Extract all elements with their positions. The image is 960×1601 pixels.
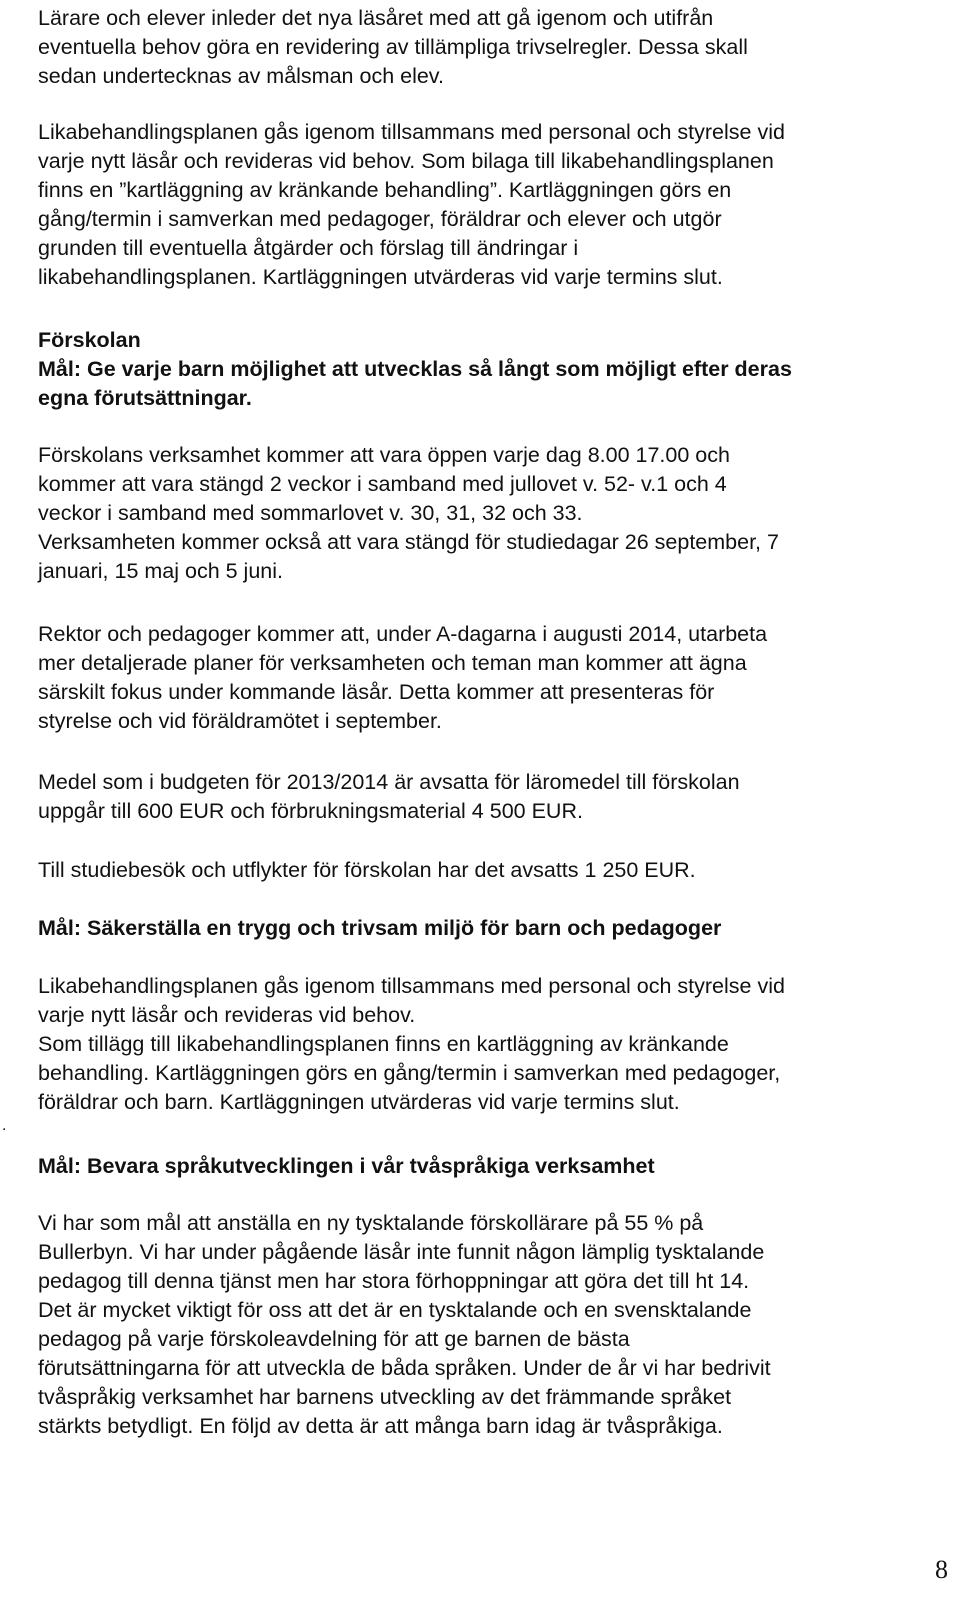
text-line: särskilt fokus under kommande läsår. Detta kommer att presenteras för [38, 680, 715, 704]
text-line: Rektor och pedagoger kommer att, under A-dagarna i augusti 2014, utarbeta [38, 622, 768, 646]
text-line: varje nytt läsår och revideras vid behov. [38, 1003, 416, 1027]
heading-goal-line: egna förutsättningar. [38, 386, 252, 410]
text-line: Likabehandlingsplanen gås igenom tillsammans med personal och styrelse vid [38, 120, 785, 144]
paragraph-trivselregler [38, 4, 943, 91]
paragraph-studiebesok [38, 856, 943, 885]
heading-goal-line: Mål: Bevara språkutvecklingen i vår tvåspråkiga verksamhet [38, 1154, 655, 1178]
section-heading-forskolan [38, 326, 943, 413]
text-line: pedagog på varje förskoleavdelning för att ge barnen de bästa [38, 1327, 630, 1351]
stray-mark: . [2, 1117, 7, 1134]
text-line: Till studiebesök och utflykter för förskolan har det avsatts 1 250 EUR. [38, 858, 696, 882]
text-line: Vi har som mål att anställa en ny tysktalande förskollärare på 55 % på [38, 1211, 704, 1235]
heading-forskolan: Förskolan [38, 328, 141, 352]
paragraph-likabehandlingsplan [38, 118, 943, 292]
text-line: tvåspråkig verksamhet har barnens utveckling av det främmande språket [38, 1385, 732, 1409]
text-line: Bullerbyn. Vi har under pågående läsår inte funnit någon lämplig tysktalande [38, 1240, 765, 1264]
paragraph-oppettider [38, 441, 943, 586]
text-line: styrelse och vid föräldramötet i september. [38, 709, 442, 733]
text-line: veckor i samband med sommarlovet v. 30, 31, 32 och 33. [38, 501, 583, 525]
text-line: grunden till eventuella åtgärder och förslag till ändringar i [38, 236, 579, 260]
paragraph-tvasprakig [38, 1209, 943, 1441]
paragraph-planering [38, 620, 943, 736]
text-line: Medel som i budgeten för 2013/2014 är avsatta för läromedel till förskolan [38, 770, 740, 794]
text-line: finns en ”kartläggning av kränkande behandling”. Kartläggningen görs en [38, 178, 732, 202]
text-line: föräldrar och barn. Kartläggningen utvärderas vid varje termins slut. [38, 1090, 680, 1114]
heading-goal-line: Mål: Säkerställa en trygg och trivsam miljö för barn och pedagoger [38, 916, 722, 940]
text-line: likabehandlingsplanen. Kartläggningen utvärderas vid varje termins slut. [38, 265, 723, 289]
text-line: eventuella behov göra en revidering av tillämpliga trivselregler. Dessa skall [38, 35, 748, 59]
text-line: Det är mycket viktigt för oss att det är en tysktalande och en svensktalande [38, 1298, 752, 1322]
text-line: uppgår till 600 EUR och förbrukningsmaterial 4 500 EUR. [38, 799, 583, 823]
text-line: förutsättningarna för att utveckla de båda språken. Under de år vi har bedrivit [38, 1356, 771, 1380]
text-line: mer detaljerade planer för verksamheten och teman man kommer att ägna [38, 651, 747, 675]
text-line: Som tillägg till likabehandlingsplanen finns en kartläggning av kränkande [38, 1032, 729, 1056]
text-line: stärkts betydligt. En följd av detta är att många barn idag är tvåspråkiga. [38, 1414, 723, 1438]
text-line: Lärare och elever inleder det nya läsåret med att gå igenom och utifrån [38, 6, 714, 30]
paragraph-likabehandling-forskola [38, 972, 943, 1117]
text-line: januari, 15 maj och 5 juni. [38, 559, 284, 583]
section-heading-sprakutveckling [38, 1152, 943, 1181]
paragraph-budget [38, 768, 943, 826]
text-line: sedan undertecknas av målsman och elev. [38, 64, 444, 88]
text-line: kommer att vara stängd 2 veckor i samband med jullovet v. 52- v.1 och 4 [38, 472, 727, 496]
text-line: pedagog till denna tjänst men har stora förhoppningar att göra det till ht 14. [38, 1269, 750, 1293]
heading-goal-line: Mål: Ge varje barn möjlighet att utvecklas så långt som möjligt efter deras [38, 357, 792, 381]
text-line: gång/termin i samverkan med pedagoger, föräldrar och elever och utgör [38, 207, 722, 231]
text-line: Likabehandlingsplanen gås igenom tillsammans med personal och styrelse vid [38, 974, 785, 998]
section-heading-trygg-miljo [38, 914, 943, 943]
page-number: 8 [935, 1555, 948, 1584]
text-line: Verksamheten kommer också att vara stängd för studiedagar 26 september, 7 [38, 530, 779, 554]
text-line: behandling. Kartläggningen görs en gång/termin i samverkan med pedagoger, [38, 1061, 781, 1085]
text-line: varje nytt läsår och revideras vid behov. Som bilaga till likabehandlingsplanen [38, 149, 774, 173]
text-line: Förskolans verksamhet kommer att vara öppen varje dag 8.00 17.00 och [38, 443, 730, 467]
